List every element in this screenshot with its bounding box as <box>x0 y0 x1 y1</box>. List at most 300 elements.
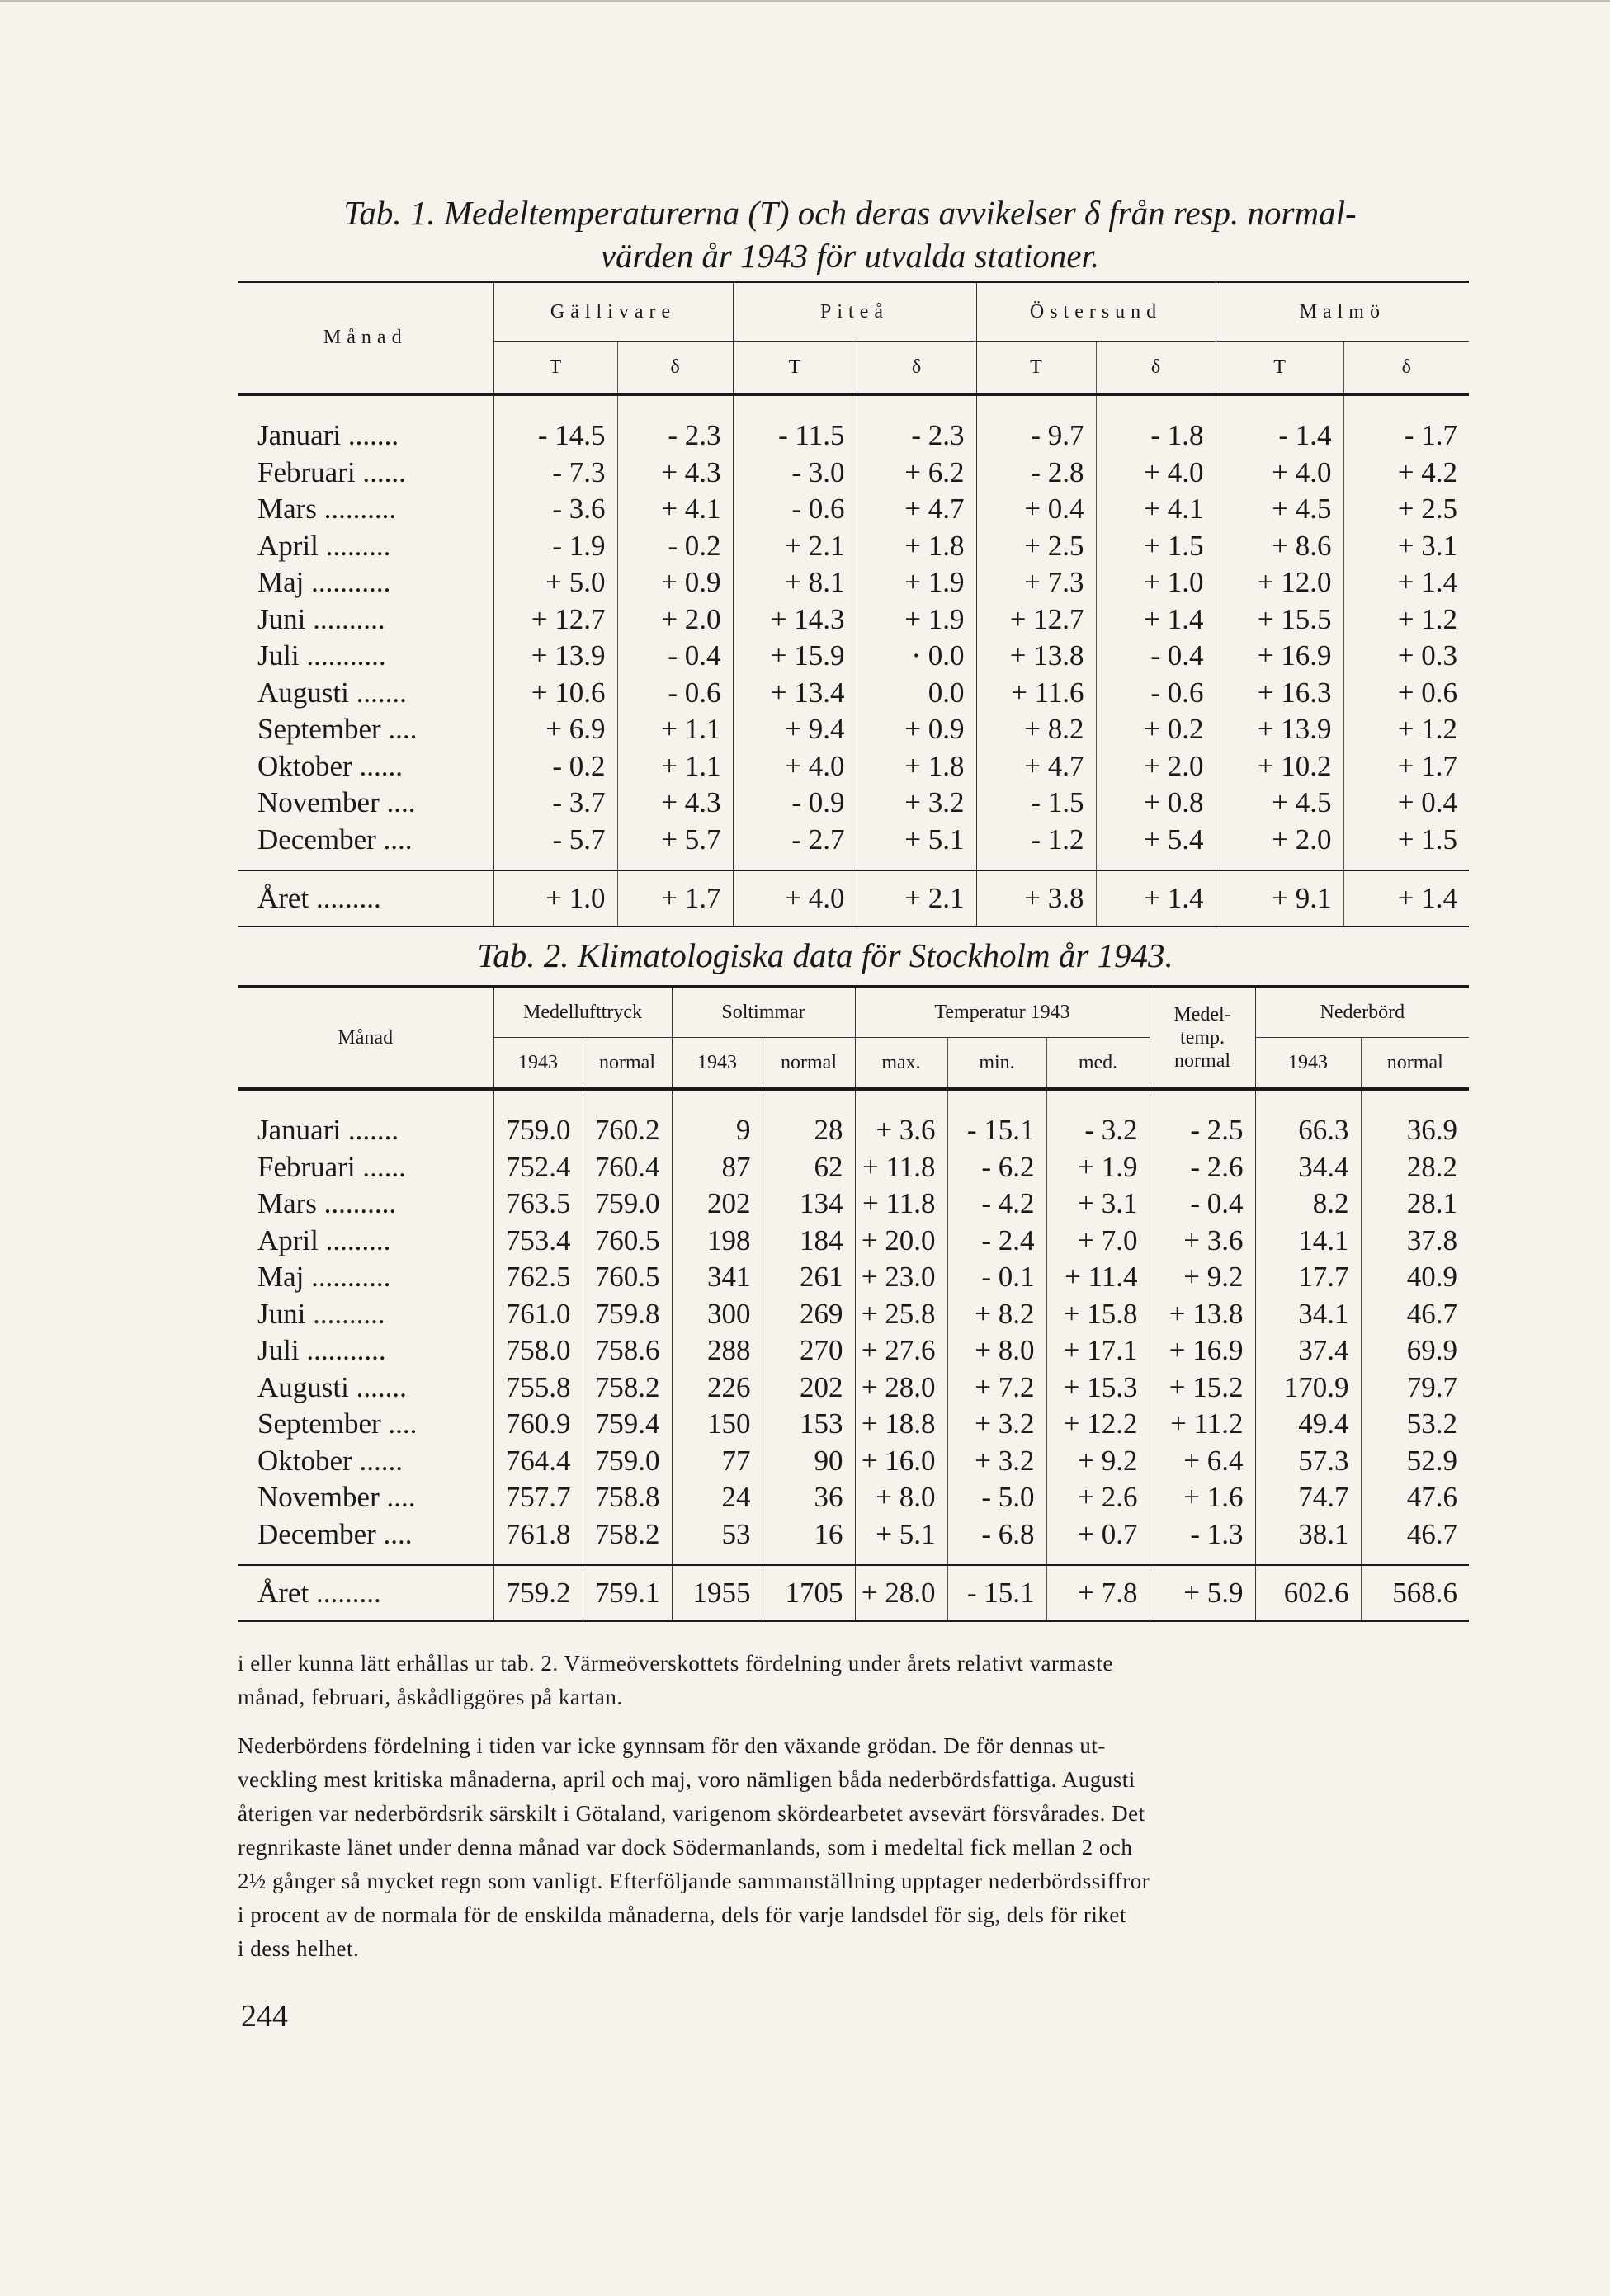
table-row <box>238 1089 1469 1149</box>
value-cell: - 0.4 <box>1150 1186 1255 1223</box>
value-cell: + 2.6 <box>1046 1479 1150 1516</box>
value-cell: - 3.7 <box>493 785 617 822</box>
table2-month-header: Månad <box>238 987 493 1090</box>
value-cell: + 4.3 <box>617 455 733 492</box>
month-cell: April ......... <box>257 529 391 562</box>
table-row <box>238 1332 1469 1370</box>
value-cell: + 0.7 <box>1046 1516 1150 1566</box>
value-cell: + 15.3 <box>1046 1370 1150 1407</box>
value-cell: 17.7 <box>1255 1259 1361 1296</box>
value-cell: 28 <box>763 1089 855 1149</box>
value-cell: + 1.8 <box>857 528 976 565</box>
value-cell: 758.2 <box>583 1516 672 1566</box>
value-cell: 752.4 <box>493 1149 583 1186</box>
value-cell: 759.0 <box>583 1443 672 1480</box>
table2-group-sunshine: Soltimmar <box>672 987 855 1038</box>
table2-subheader-1943: 1943 <box>1255 1038 1361 1090</box>
value-cell: + 5.0 <box>493 564 617 601</box>
table1-subheader-delta: δ <box>617 342 733 395</box>
value-cell: + 25.8 <box>855 1296 947 1333</box>
value-cell: 762.5 <box>493 1259 583 1296</box>
value-cell: + 8.0 <box>855 1479 947 1516</box>
value-cell: + 13.8 <box>976 638 1096 675</box>
value-cell: + 14.3 <box>733 601 857 639</box>
value-cell: + 8.1 <box>733 564 857 601</box>
value-cell: + 20.0 <box>855 1223 947 1260</box>
table2-subheader-max: max. <box>855 1038 947 1090</box>
value-cell: + 17.1 <box>1046 1332 1150 1370</box>
value-cell: 759.2 <box>493 1565 583 1621</box>
value-cell: 202 <box>672 1186 763 1223</box>
value-cell: - 3.2 <box>1046 1089 1150 1149</box>
value-cell: 134 <box>763 1186 855 1223</box>
value-cell: 760.5 <box>583 1259 672 1296</box>
value-cell: 341 <box>672 1259 763 1296</box>
value-cell: + 3.2 <box>947 1443 1046 1480</box>
value-cell: + 9.2 <box>1150 1259 1255 1296</box>
value-cell: 757.7 <box>493 1479 583 1516</box>
value-cell: + 1.4 <box>1343 870 1469 926</box>
value-cell: 24 <box>672 1479 763 1516</box>
value-cell: + 3.1 <box>1046 1186 1150 1223</box>
value-cell: + 12.7 <box>493 601 617 639</box>
value-cell: - 0.2 <box>493 748 617 785</box>
month-cell: Maj ........... <box>257 1261 391 1294</box>
value-cell: + 12.7 <box>976 601 1096 639</box>
value-cell: 198 <box>672 1223 763 1260</box>
value-cell: + 11.8 <box>855 1186 947 1223</box>
value-cell: 758.2 <box>583 1370 672 1407</box>
value-cell: + 9.2 <box>1046 1443 1150 1480</box>
value-cell: + 9.1 <box>1216 870 1343 926</box>
value-cell: + 1.6 <box>1150 1479 1255 1516</box>
value-cell: - 7.3 <box>493 455 617 492</box>
value-cell: + 13.9 <box>493 638 617 675</box>
value-cell: + 0.4 <box>1343 785 1469 822</box>
value-cell: + 3.1 <box>1343 528 1469 565</box>
month-cell: Året ......... <box>238 870 493 926</box>
value-cell: + 4.0 <box>1096 455 1216 492</box>
value-cell: + 5.7 <box>617 822 733 871</box>
value-cell: + 8.2 <box>976 711 1096 748</box>
value-cell: 764.4 <box>493 1443 583 1480</box>
table-row <box>238 1443 1469 1480</box>
month-cell: Februari ...... <box>257 455 406 488</box>
value-cell: 53 <box>672 1516 763 1566</box>
table1-subheader-delta: δ <box>1096 342 1216 395</box>
table-row <box>238 711 1469 748</box>
value-cell: 87 <box>672 1149 763 1186</box>
value-cell: + 2.5 <box>1343 491 1469 528</box>
table-row <box>238 1479 1469 1516</box>
month-cell: Oktober ...... <box>257 1444 403 1477</box>
table2-subheader-normal: normal <box>763 1038 855 1090</box>
value-cell: 28.1 <box>1361 1186 1469 1223</box>
value-cell: + 13.8 <box>1150 1296 1255 1333</box>
page-number: 244 <box>241 1999 288 2034</box>
table-row <box>238 1223 1469 1260</box>
scan-edge-line <box>0 0 1610 2</box>
value-cell: + 1.7 <box>1343 748 1469 785</box>
paragraph-1-line: månad, februari, åskådliggöres på kartan. <box>238 1685 623 1709</box>
value-cell: 79.7 <box>1361 1370 1469 1407</box>
value-cell: 760.2 <box>583 1089 672 1149</box>
value-cell: 53.2 <box>1361 1406 1469 1443</box>
table2-body <box>238 1089 1469 1621</box>
value-cell: + 0.6 <box>1343 675 1469 712</box>
table-row <box>238 638 1469 675</box>
value-cell: 34.4 <box>1255 1149 1361 1186</box>
value-cell: 170.9 <box>1255 1370 1361 1407</box>
value-cell: + 1.8 <box>857 748 976 785</box>
month-cell: Året ......... <box>238 1565 493 1621</box>
value-cell: + 4.7 <box>857 491 976 528</box>
value-cell: 16 <box>763 1516 855 1566</box>
value-cell: - 1.7 <box>1343 394 1469 455</box>
value-cell: 1705 <box>763 1565 855 1621</box>
month-cell: Juni .......... <box>257 1297 385 1330</box>
value-cell: + 28.0 <box>855 1370 947 1407</box>
table2-caption: Tab. 2. Klimatologiska data för Stockholm år 1943. <box>477 936 1173 974</box>
paragraph-2-line: i procent av de normala för de enskilda månaderna, dels för varje landsdel för sig, dels för riket <box>238 1902 1126 1927</box>
value-cell: - 2.6 <box>1150 1149 1255 1186</box>
table2-group-temperature: Temperatur 1943 <box>855 987 1150 1038</box>
value-cell: + 1.9 <box>857 601 976 639</box>
value-cell: + 5.4 <box>1096 822 1216 871</box>
value-cell: + 16.9 <box>1216 638 1343 675</box>
table1-station-pitea: Piteå <box>733 282 976 342</box>
table2-stockholm-climate <box>238 985 1469 1622</box>
value-cell: + 5.1 <box>857 822 976 871</box>
value-cell: + 1.1 <box>617 748 733 785</box>
value-cell: + 7.8 <box>1046 1565 1150 1621</box>
value-cell: + 13.4 <box>733 675 857 712</box>
value-cell: - 2.3 <box>617 394 733 455</box>
table2-group-mean-temp-normal <box>1150 987 1255 1090</box>
value-cell: - 2.3 <box>857 394 976 455</box>
value-cell: - 4.2 <box>947 1186 1046 1223</box>
value-cell: + 13.9 <box>1216 711 1343 748</box>
value-cell: 57.3 <box>1255 1443 1361 1480</box>
value-cell: + 16.0 <box>855 1443 947 1480</box>
year-total-row <box>238 1565 1469 1621</box>
value-cell: + 8.6 <box>1216 528 1343 565</box>
value-cell: 52.9 <box>1361 1443 1469 1480</box>
paragraph-2 <box>238 1729 1469 1966</box>
value-cell: + 15.8 <box>1046 1296 1150 1333</box>
value-cell: + 2.1 <box>857 870 976 926</box>
value-cell: + 4.5 <box>1216 785 1343 822</box>
value-cell: + 2.0 <box>617 601 733 639</box>
value-cell: + 10.2 <box>1216 748 1343 785</box>
table2-subheader-normal: normal <box>583 1038 672 1090</box>
paragraph-2-line: 2½ gånger så mycket regn som vanligt. Efterföljande sammanställning upptager nederbördssiffror <box>238 1869 1150 1893</box>
value-cell: + 7.2 <box>947 1370 1046 1407</box>
month-cell: Mars .......... <box>257 493 397 526</box>
value-cell: + 7.0 <box>1046 1223 1150 1260</box>
value-cell: + 15.2 <box>1150 1370 1255 1407</box>
table1-station-ostersund: Östersund <box>976 282 1216 342</box>
value-cell: + 0.9 <box>617 564 733 601</box>
value-cell: - 6.2 <box>947 1149 1046 1186</box>
table1-subheader-t: T <box>493 342 617 395</box>
value-cell: + 18.8 <box>855 1406 947 1443</box>
mean-temp-label-line3: normal <box>1174 1049 1231 1072</box>
value-cell: 269 <box>763 1296 855 1333</box>
value-cell: 184 <box>763 1223 855 1260</box>
value-cell: + 6.2 <box>857 455 976 492</box>
mean-temp-label-line1: Medel- <box>1173 1003 1231 1025</box>
value-cell: - 1.3 <box>1150 1516 1255 1566</box>
value-cell: - 0.6 <box>1096 675 1216 712</box>
value-cell: 759.0 <box>493 1089 583 1149</box>
table-row <box>238 455 1469 492</box>
value-cell: 90 <box>763 1443 855 1480</box>
value-cell: 14.1 <box>1255 1223 1361 1260</box>
value-cell: + 1.2 <box>1343 601 1469 639</box>
value-cell: 202 <box>763 1370 855 1407</box>
month-cell: April ......... <box>257 1223 391 1256</box>
table2-group-pressure: Medellufttryck <box>493 987 672 1038</box>
value-cell: + 0.4 <box>976 491 1096 528</box>
value-cell: + 0.9 <box>857 711 976 748</box>
value-cell: + 0.3 <box>1343 638 1469 675</box>
month-cell: Augusti ....... <box>257 676 407 709</box>
value-cell: - 15.1 <box>947 1565 1046 1621</box>
value-cell: + 16.3 <box>1216 675 1343 712</box>
value-cell: + 4.0 <box>733 870 857 926</box>
table-row <box>238 748 1469 785</box>
value-cell: · 0.0 <box>857 638 976 675</box>
table1-mean-temperatures <box>238 281 1469 927</box>
table2-subheader-normal: normal <box>1361 1038 1469 1090</box>
value-cell: 28.2 <box>1361 1149 1469 1186</box>
value-cell: - 0.9 <box>733 785 857 822</box>
value-cell: 150 <box>672 1406 763 1443</box>
table-row <box>238 1296 1469 1333</box>
value-cell: + 9.4 <box>733 711 857 748</box>
month-cell: September .... <box>257 1407 418 1440</box>
value-cell: + 6.4 <box>1150 1443 1255 1480</box>
value-cell: + 1.9 <box>1046 1149 1150 1186</box>
table-row <box>238 1186 1469 1223</box>
value-cell: - 2.4 <box>947 1223 1046 1260</box>
value-cell: 759.0 <box>583 1186 672 1223</box>
paragraph-2-line: regnrikaste länet under denna månad var dock Södermanlands, som i medeltal fick mellan 2 och <box>238 1835 1133 1860</box>
table1-subheader-delta: δ <box>857 342 976 395</box>
value-cell: 568.6 <box>1361 1565 1469 1621</box>
value-cell: - 1.9 <box>493 528 617 565</box>
table-row <box>238 675 1469 712</box>
value-cell: - 1.4 <box>1216 394 1343 455</box>
month-cell: November .... <box>257 1481 416 1514</box>
value-cell: + 1.7 <box>617 870 733 926</box>
month-cell: December .... <box>257 1517 413 1550</box>
value-cell: + 1.4 <box>1096 870 1216 926</box>
value-cell: + 0.2 <box>1096 711 1216 748</box>
value-cell: 8.2 <box>1255 1186 1361 1223</box>
value-cell: + 2.0 <box>1216 822 1343 871</box>
value-cell: 261 <box>763 1259 855 1296</box>
value-cell: 753.4 <box>493 1223 583 1260</box>
value-cell: 763.5 <box>493 1186 583 1223</box>
value-cell: + 1.9 <box>857 564 976 601</box>
value-cell: + 6.9 <box>493 711 617 748</box>
table1-caption-line1: Tab. 1. Medeltemperaturerna (T) och deras avvikelser δ från resp. normal- <box>343 194 1357 232</box>
value-cell: - 2.8 <box>976 455 1096 492</box>
value-cell: + 1.2 <box>1343 711 1469 748</box>
value-cell: - 0.6 <box>617 675 733 712</box>
value-cell: - 3.6 <box>493 491 617 528</box>
value-cell: + 11.2 <box>1150 1406 1255 1443</box>
table1-station-gallivare: Gällivare <box>493 282 733 342</box>
value-cell: 760.5 <box>583 1223 672 1260</box>
paragraph-1 <box>238 1647 1469 1714</box>
value-cell: - 11.5 <box>733 394 857 455</box>
value-cell: + 8.0 <box>947 1332 1046 1370</box>
value-cell: + 3.6 <box>855 1089 947 1149</box>
table-row <box>238 1516 1469 1566</box>
table1-body <box>238 394 1469 926</box>
table-row <box>238 822 1469 871</box>
value-cell: + 11.6 <box>976 675 1096 712</box>
value-cell: + 4.7 <box>976 748 1096 785</box>
value-cell: + 1.5 <box>1096 528 1216 565</box>
value-cell: 38.1 <box>1255 1516 1361 1566</box>
table1-caption <box>231 191 1469 277</box>
value-cell: 755.8 <box>493 1370 583 1407</box>
table2-subheader-min: min. <box>947 1038 1046 1090</box>
value-cell: + 23.0 <box>855 1259 947 1296</box>
value-cell: 760.4 <box>583 1149 672 1186</box>
value-cell: 46.7 <box>1361 1296 1469 1333</box>
value-cell: - 1.8 <box>1096 394 1216 455</box>
month-cell: November .... <box>257 786 416 819</box>
value-cell: - 2.7 <box>733 822 857 871</box>
value-cell: 69.9 <box>1361 1332 1469 1370</box>
value-cell: - 6.8 <box>947 1516 1046 1566</box>
value-cell: - 15.1 <box>947 1089 1046 1149</box>
month-cell: Januari ....... <box>257 419 399 452</box>
value-cell: + 1.1 <box>617 711 733 748</box>
table-row <box>238 528 1469 565</box>
value-cell: - 3.0 <box>733 455 857 492</box>
value-cell: 62 <box>763 1149 855 1186</box>
value-cell: + 4.1 <box>617 491 733 528</box>
value-cell: - 2.5 <box>1150 1089 1255 1149</box>
value-cell: + 2.1 <box>733 528 857 565</box>
table1-subheader-delta: δ <box>1343 342 1469 395</box>
value-cell: 758.6 <box>583 1332 672 1370</box>
value-cell: + 1.0 <box>1096 564 1216 601</box>
value-cell: + 2.5 <box>976 528 1096 565</box>
value-cell: - 0.6 <box>733 491 857 528</box>
value-cell: + 4.0 <box>1216 455 1343 492</box>
value-cell: 602.6 <box>1255 1565 1361 1621</box>
value-cell: - 9.7 <box>976 394 1096 455</box>
value-cell: - 5.7 <box>493 822 617 871</box>
value-cell: 66.3 <box>1255 1089 1361 1149</box>
value-cell: 9 <box>672 1089 763 1149</box>
value-cell: + 10.6 <box>493 675 617 712</box>
value-cell: - 0.4 <box>1096 638 1216 675</box>
value-cell: + 15.9 <box>733 638 857 675</box>
value-cell: 759.4 <box>583 1406 672 1443</box>
paragraph-2-line: veckling mest kritiska månaderna, april och maj, voro nämligen båda nederbördsfattiga. Augusti <box>238 1767 1135 1792</box>
value-cell: + 1.5 <box>1343 822 1469 871</box>
table1-month-header: Månad <box>238 282 493 395</box>
value-cell: + 11.4 <box>1046 1259 1150 1296</box>
value-cell: + 27.6 <box>855 1332 947 1370</box>
value-cell: 760.9 <box>493 1406 583 1443</box>
month-cell: Oktober ...... <box>257 749 403 782</box>
value-cell: + 1.0 <box>493 870 617 926</box>
value-cell: 37.4 <box>1255 1332 1361 1370</box>
mean-temp-label-line2: temp. <box>1180 1026 1225 1049</box>
paragraph-2-line: återigen var nederbördsrik särskilt i Götaland, varigenom skördearbetet avsevärt försvårades. Det <box>238 1801 1145 1826</box>
year-total-row <box>238 870 1469 926</box>
month-cell: Mars .......... <box>257 1187 397 1220</box>
table1-subheader-t: T <box>976 342 1096 395</box>
table-row <box>238 1406 1469 1443</box>
value-cell: 153 <box>763 1406 855 1443</box>
value-cell: 74.7 <box>1255 1479 1361 1516</box>
value-cell: + 4.3 <box>617 785 733 822</box>
value-cell: + 0.8 <box>1096 785 1216 822</box>
value-cell: + 7.3 <box>976 564 1096 601</box>
value-cell: 37.8 <box>1361 1223 1469 1260</box>
table2-subheader-med: med. <box>1046 1038 1150 1090</box>
value-cell: 759.8 <box>583 1296 672 1333</box>
value-cell: 34.1 <box>1255 1296 1361 1333</box>
value-cell: + 5.1 <box>855 1516 947 1566</box>
value-cell: 300 <box>672 1296 763 1333</box>
month-cell: Juli ........... <box>257 639 386 672</box>
table-row <box>238 394 1469 455</box>
paragraph-2-line: Nederbördens fördelning i tiden var icke gynnsam för den växande grödan. De för dennas ut- <box>238 1733 1106 1758</box>
paragraph-1-line: i eller kunna lätt erhållas ur tab. 2. Värmeöverskottets fördelning under årets relativt varmaste <box>238 1651 1113 1676</box>
paragraph-2-line: i dess helhet. <box>238 1936 360 1961</box>
value-cell: + 4.0 <box>733 748 857 785</box>
value-cell: 758.0 <box>493 1332 583 1370</box>
value-cell: - 14.5 <box>493 394 617 455</box>
value-cell: + 3.2 <box>857 785 976 822</box>
value-cell: - 0.4 <box>617 638 733 675</box>
value-cell: + 8.2 <box>947 1296 1046 1333</box>
value-cell: + 15.5 <box>1216 601 1343 639</box>
value-cell: + 1.4 <box>1343 564 1469 601</box>
table2-group-precipitation: Nederbörd <box>1255 987 1469 1038</box>
month-cell: Augusti ....... <box>257 1370 407 1403</box>
value-cell: 759.1 <box>583 1565 672 1621</box>
value-cell: 288 <box>672 1332 763 1370</box>
value-cell: 40.9 <box>1361 1259 1469 1296</box>
table-row <box>238 1149 1469 1186</box>
value-cell: - 1.2 <box>976 822 1096 871</box>
value-cell: + 3.8 <box>976 870 1096 926</box>
month-cell: Juni .......... <box>257 602 385 635</box>
value-cell: + 4.2 <box>1343 455 1469 492</box>
table-row <box>238 1370 1469 1407</box>
value-cell: + 12.2 <box>1046 1406 1150 1443</box>
table2-subheader-1943: 1943 <box>493 1038 583 1090</box>
table1-caption-line2: värden år 1943 för utvalda stationer. <box>600 237 1100 275</box>
value-cell: + 2.0 <box>1096 748 1216 785</box>
value-cell: + 5.9 <box>1150 1565 1255 1621</box>
value-cell: 226 <box>672 1370 763 1407</box>
value-cell: + 1.4 <box>1096 601 1216 639</box>
table1-subheader-t: T <box>733 342 857 395</box>
